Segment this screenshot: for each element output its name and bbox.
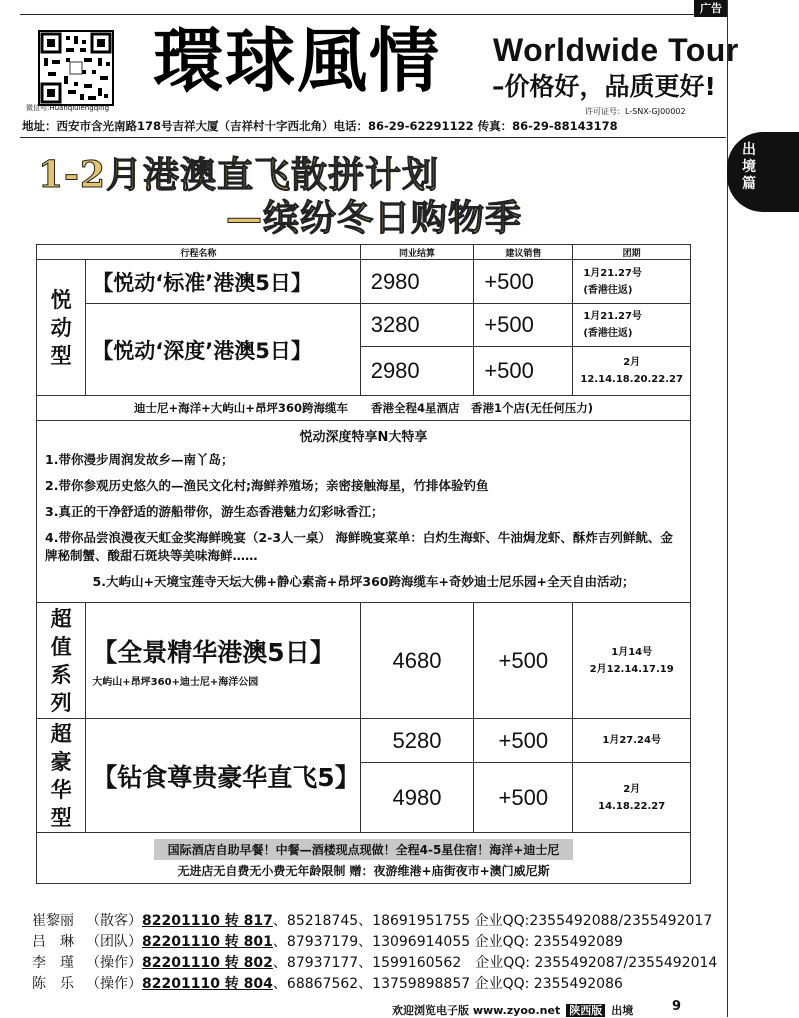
trade-price: 3280 [360,304,474,347]
trade-price: 5280 [360,719,474,763]
extension-number: 82201110 转 817 [142,913,273,929]
suggested-markup: +500 [474,763,573,833]
brand-english: Worldwide Tour [493,32,739,68]
highlight-line: 无进店无自费无小费无年龄限制 赠：夜游维港+庙街夜市+澳门威尼斯 [177,864,550,878]
highlight-line: 国际酒店自助早餐！中餐—酒楼现点现做！全程4-5星住宿！海洋+迪士尼 [154,839,574,860]
trade-price: 2980 [360,347,474,396]
feature-item: 1.带你漫步周润发故乡—南丫岛； [45,452,234,467]
contacts-list [32,911,717,995]
suggested-markup: +500 [474,260,573,304]
contact-row: 陈 乐 （操作）82201110 转 804、68867562、13759898857 企业QQ: 2355492086 [32,976,623,992]
top-rule [20,14,726,15]
contact-row: 吕 琳 （团队）82201110 转 801、87937179、13096914055 企业QQ: 2355492089 [32,934,623,950]
brand-slogan: –价格好，品质更好! [492,72,716,101]
highlights-block [37,833,691,884]
tour-dates: 2月 14.18.22.27 [573,763,691,833]
contact-row: 崔黎丽 （散客）82201110 转 817、85218745、18691951755 企业QQ:2355492088/2355492017 [32,913,713,929]
table-row [37,304,691,347]
license-number: 许可证号：L-SNX-GJ00002 [585,107,686,116]
brand-logo: 環球風情 [153,19,441,102]
tour-dates: 1月21.27号 (香港往返) [573,260,691,304]
trade-price: 2980 [360,260,474,304]
feature-item: 5.大屿山+天境宝莲寺天坛大佛+静心素斋+昂坪360跨海缆车+奇妙迪士尼乐园+全天自由活动； [92,574,635,589]
contact-row: 李 瑾 （操作）82201110 转 802、87937177、1599160562 企业QQ: 2355492087/2355492014 [32,955,718,971]
header-divider [20,137,726,138]
section-tab [727,132,799,212]
table-row [37,260,691,304]
qr-caption: 微信号:Huanqiulengqing [26,104,110,112]
package-summary: 迪士尼+海洋+大屿山+昂坪360跨海缆车 香港全程4星酒店 香港1个店(无任何压力) [37,396,691,421]
trade-price: 4680 [360,603,474,719]
tour-dates: 1月21.27号 (香港往返) [573,304,691,347]
feature-item: 4.带你品尝浪漫夜天虹金奖海鲜晚宴（2-3人一桌） 海鲜晚宴菜单：白灼生海虾、牛油焗龙虾、酥炸吉列鲜鱿、金牌秘制蟹、酸甜石斑块等美味海鲜…… [45,530,673,563]
table-row [37,421,691,603]
qr-code [38,30,114,106]
suggested-markup: +500 [474,304,573,347]
suggested-markup: +500 [474,347,573,396]
extension-number: 82201110 转 802 [142,955,273,971]
price-table [36,244,691,884]
extension-number: 82201110 转 801 [142,934,273,950]
address-line: 地址：西安市含光南路178号吉祥大厦（吉祥村十字西北角）电话：86-29-62291122 传真：86-29-88143178 [22,119,618,133]
suggested-markup: +500 [474,719,573,763]
headline-line1: 1-2月港澳直飞散拼计划 [38,154,440,196]
section-tab-label: 出境篇 [742,142,756,192]
table-row [37,719,691,763]
product-name: 【全景精华港澳5日】 [92,638,335,667]
product-subtitle: 大屿山+昂坪360+迪士尼+海洋公园 [92,677,259,688]
table-row [37,396,691,421]
tour-dates: 1月14号 2月12.14.17.19 [573,603,691,719]
features-title: 悦动深度特享N大特享 [299,430,428,445]
qr-code-icon [40,32,112,104]
product-name: 【钻食尊贵豪华直飞5】 [86,719,360,833]
col-header: 建议销售 [474,245,573,260]
table-row [37,833,691,884]
table-header-row [37,245,691,260]
footer-section: 出境 [611,1004,634,1017]
product-name-block [86,603,360,719]
trade-price: 4980 [360,763,474,833]
suggested-markup: +500 [474,603,573,719]
category-yuedong: 悦 动 型 [37,260,86,396]
footer-text: 欢迎浏览电子版 www.zyoo.net [392,1004,561,1017]
col-header: 同业结算 [360,245,474,260]
table-row [37,603,691,719]
feature-item: 2.带你参观历史悠久的—渔民文化村;海鲜养殖场；亲密接触海星，竹排体验钓鱼 [45,478,489,493]
tour-dates: 1月27.24号 [573,719,691,763]
feature-item: 3.真正的干净舒适的游船带你，游生态香港魅力幻彩咏香江； [45,504,384,519]
edition-badge: 陕西版 [566,1004,605,1017]
features-block [37,421,691,603]
page-number: 9 [672,999,682,1014]
extension-number: 82201110 转 804 [142,976,273,992]
product-name: 【悦动‘深度’港澳5日】 [86,304,360,396]
ad-tag: 广告 [694,0,728,17]
category-chaohaohua: 超 豪 华 型 [37,719,86,833]
page-edge-line [727,0,728,1017]
footer [392,1002,633,1018]
tour-dates: 2月 12.14.18.20.22.27 [573,347,691,396]
category-chaozhi: 超 值 系 列 [37,603,86,719]
product-name: 【悦动‘标准’港澳5日】 [86,260,360,304]
col-header: 行程名称 [37,245,361,260]
col-header: 团期 [573,245,691,260]
headline-line2: —缤纷冬日购物季 [226,197,523,239]
